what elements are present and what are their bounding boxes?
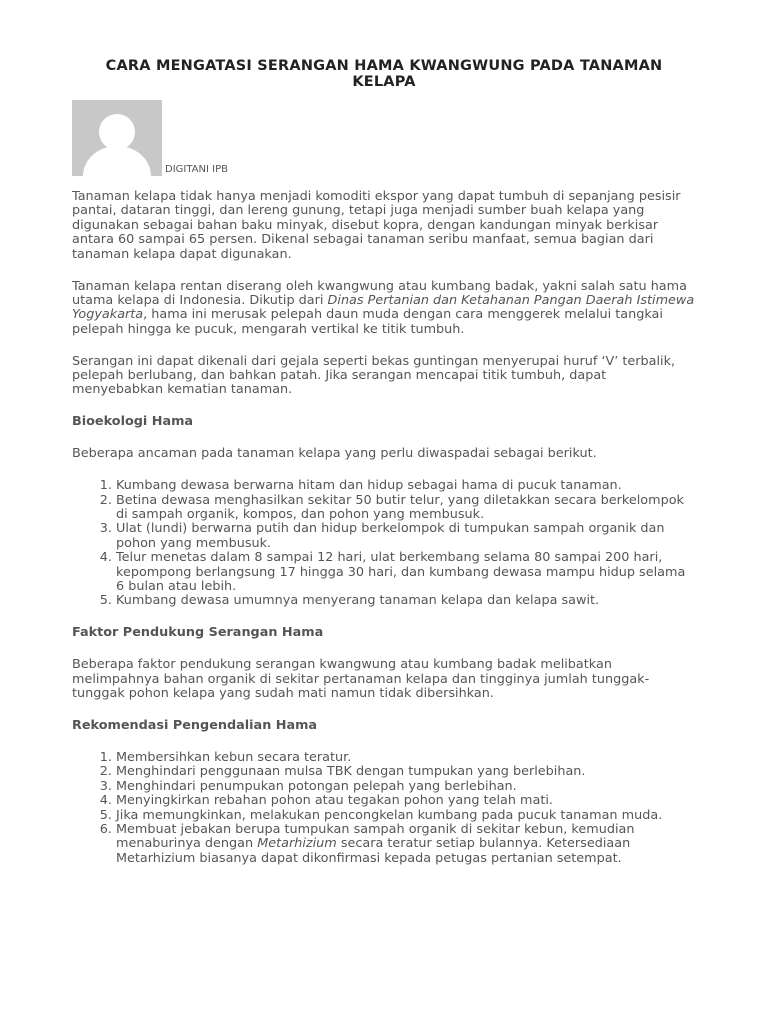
article-content <box>72 190 696 884</box>
section-intro-bioecology: Beberapa ancaman pada tanaman kelapa yang perlu diwaspadai sebagai berikut. <box>72 446 597 462</box>
avatar-body-shape <box>83 146 151 176</box>
avatar <box>72 100 162 176</box>
list-item: 3. Ulat (lundi) berwarna putih dan hidup berkelompok di tumpukan sampah organik dan pohon yang membusuk. <box>116 522 696 551</box>
list-item <box>116 823 696 866</box>
agent-name: Metarhizium <box>257 836 337 852</box>
list-item: 5. Kumbang dewasa umumnya menyerang tanaman kelapa dan kelapa sawit. <box>116 594 696 608</box>
list-item: 3. Menghindari penumpukan potongan pelepah yang berlebihan. <box>116 780 696 794</box>
list-item: 1. Kumbang dewasa berwarna hitam dan hidup sebagai hama di pucuk tanaman. <box>116 479 696 493</box>
list-item: 4. Menyingkirkan rebahan pohon atau tegakan pohon yang telah mati. <box>116 794 696 808</box>
paragraph-pest <box>72 280 696 338</box>
list-item: 1. Membersihkan kebun secara teratur. <box>116 751 696 765</box>
paragraph-factors: Beberapa faktor pendukung serangan kwangwung atau kumbang badak melibatkan melimpahnya bahan organik di sekitar pertanaman kelapa dan tingginya jumlah tunggak-tunggak pohon kelapa yang sudah mati namun tidak dibersihkan. <box>72 657 650 702</box>
list-item: 4. Telur menetas dalam 8 sampai 12 hari, ulat berkembang selama 80 sampai 200 hari, kepompong berlangsung 17 hingga 30 hari, dan kumbang dewasa mampu hidup selama 6 bulan atau lebih. <box>116 551 696 594</box>
list-item-text-end: secara teratur setiap bulannya. Ketersediaan Metarhizium biasanya dapat dikonfirmasi kepada petugas pertanian setempat. <box>116 836 631 866</box>
article-title: CARA MENGATASI SERANGAN HAMA KWANGWUNG PADA TANAMAN KELAPA <box>105 58 663 90</box>
avatar-head-shape <box>99 114 135 150</box>
section-heading-recommendations: Rekomendasi Pengendalian Hama <box>72 717 318 733</box>
author-name: DIGITANI IPB <box>165 164 228 175</box>
paragraph-symptoms: Serangan ini dapat dikenali dari gejala seperti bekas guntingan menyerupai huruf ‘V’ terbalik, pelepah berlubang, dan bahkan patah. Jika serangan mencapai titik tumbuh, dapat menyebabkan kematian tanaman. <box>72 353 676 398</box>
paragraph-intro: Tanaman kelapa tidak hanya menjadi komoditi ekspor yang dapat tumbuh di sepanjang pesisir pantai, dataran tinggi, dan lereng gunung, tetapi juga menjadi sumber buah kelapa yang digunakan sebagai bahan baku minyak, disebut kopra, dengan kandungan minyak berkisar antara 60 sampai 65 persen. Dikenal sebagai tanaman seribu manfaat, semua bagian dari tanaman kelapa dapat digunakan. <box>72 189 681 262</box>
recommendations-list <box>72 751 696 866</box>
bioecology-list <box>72 479 696 609</box>
paragraph-pest-text-end: , hama ini merusak pelepah daun muda dengan cara menggerek melalui tangkai pelepah hingga ke pucuk, mengarah vertikal ke titik tumbuh. <box>72 307 663 337</box>
section-heading-bioecology: Bioekologi Hama <box>72 414 194 430</box>
paragraph-pest-text: Tanaman kelapa rentan diserang oleh kwangwung atau kumbang badak, yakni salah satu hama utama kelapa di Indonesia. Dikutip dari <box>72 278 687 308</box>
list-item: 2. Menghindari penggunaan mulsa TBK dengan tumpukan yang berlebihan. <box>116 765 696 779</box>
list-item: 2. Betina dewasa menghasilkan sekitar 50 butir telur, yang diletakkan secara berkelompok di sampah organik, kompos, dan pohon yang membusuk. <box>116 494 696 523</box>
source-citation: Dinas Pertanian dan Ketahanan Pangan Daerah Istimewa Yogyakarta <box>72 292 695 323</box>
section-heading-factors: Faktor Pendukung Serangan Hama <box>72 625 324 641</box>
author-block <box>72 100 472 176</box>
list-item-text: Membuat jebakan berupa tumpukan sampah organik di sekitar kebun, kemudian menaburinya dengan <box>116 821 635 852</box>
list-item: 5. Jika memungkinkan, melakukan pencongkelan kumbang pada pucuk tanaman muda. <box>116 809 696 823</box>
